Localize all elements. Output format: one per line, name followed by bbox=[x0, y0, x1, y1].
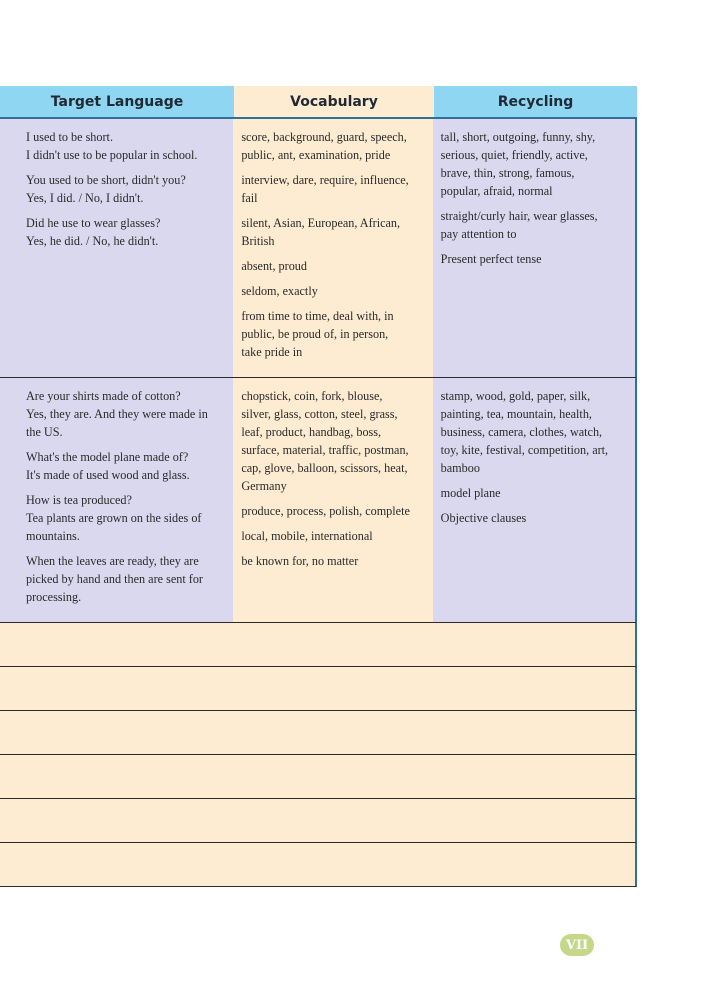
cell-entry bbox=[441, 387, 627, 477]
entry-line: serious, quiet, friendly, active, bbox=[440, 148, 588, 162]
entry-line: tall, short, outgoing, funny, shy, bbox=[440, 130, 596, 144]
syllabus-table bbox=[0, 86, 637, 887]
entry-line: straight/curly hair, wear glasses, bbox=[440, 209, 598, 223]
entry-line: public, ant, examination, pride bbox=[241, 148, 391, 162]
vocabulary-cell bbox=[233, 378, 432, 622]
entry-line: public, be proud of, in person, bbox=[241, 327, 389, 341]
blank-rows bbox=[0, 623, 637, 887]
recycling-cell bbox=[433, 119, 635, 377]
cell-entry bbox=[26, 491, 219, 545]
entry-line: You used to be short, didn't you? bbox=[26, 173, 186, 187]
cell-entry bbox=[26, 128, 219, 164]
entry-line: the US. bbox=[26, 425, 63, 439]
entry-line: seldom, exactly bbox=[241, 284, 318, 298]
entry-line: chopstick, coin, fork, blouse, bbox=[241, 389, 383, 403]
cell-entry bbox=[241, 282, 422, 300]
entry-line: I used to be short. bbox=[26, 130, 113, 144]
entry-line: Tea plants are grown on the sides of bbox=[26, 511, 202, 525]
cell-entry bbox=[441, 484, 627, 502]
entry-line: Objective clauses bbox=[440, 511, 527, 525]
cell-entry bbox=[241, 257, 422, 275]
entry-line: surface, material, traffic, postman, bbox=[241, 443, 409, 457]
entry-line: stamp, wood, gold, paper, silk, bbox=[440, 389, 591, 403]
cell-entry bbox=[441, 250, 627, 268]
entry-line: brave, thin, strong, famous, bbox=[440, 166, 575, 180]
blank-row bbox=[0, 667, 637, 711]
cell-entry bbox=[241, 502, 422, 520]
entry-line: processing. bbox=[26, 590, 82, 604]
entry-line: When the leaves are ready, they are bbox=[26, 554, 199, 568]
entry-line: local, mobile, international bbox=[241, 529, 373, 543]
target-language-cell bbox=[0, 378, 233, 622]
cell-entry bbox=[241, 307, 422, 361]
entry-line: painting, tea, mountain, health, bbox=[440, 407, 592, 421]
entry-line: fail bbox=[241, 191, 258, 205]
entry-line: Are your shirts made of cotton? bbox=[26, 389, 181, 403]
recycling-cell bbox=[433, 378, 635, 622]
entry-line: leaf, product, handbag, boss, bbox=[241, 425, 382, 439]
cell-entry bbox=[26, 171, 219, 207]
table-body bbox=[0, 119, 637, 623]
entry-line: Did he use to wear glasses? bbox=[26, 216, 161, 230]
entry-line: bamboo bbox=[440, 461, 480, 475]
vocabulary-cell bbox=[233, 119, 432, 377]
entry-line: silent, Asian, European, African, bbox=[241, 216, 401, 230]
header-target-language: Target Language bbox=[0, 86, 234, 117]
entry-line: How is tea produced? bbox=[26, 493, 132, 507]
entry-line: be known for, no matter bbox=[241, 554, 359, 568]
cell-entry bbox=[26, 552, 219, 606]
blank-row bbox=[0, 843, 637, 887]
cell-entry bbox=[26, 387, 219, 441]
entry-line: popular, afraid, normal bbox=[440, 184, 553, 198]
entry-line: Yes, they are. And they were made in bbox=[26, 407, 208, 421]
cell-entry bbox=[241, 214, 422, 250]
entry-line: pay attention to bbox=[440, 227, 517, 241]
page-number-badge: VII bbox=[560, 934, 594, 956]
entry-line: Present perfect tense bbox=[440, 252, 542, 266]
blank-row bbox=[0, 755, 637, 799]
entry-line: score, background, guard, speech, bbox=[241, 130, 407, 144]
table-row bbox=[0, 119, 637, 378]
header-recycling: Recycling bbox=[434, 86, 637, 117]
cell-entry bbox=[441, 207, 627, 243]
table-row bbox=[0, 378, 637, 623]
header-vocabulary: Vocabulary bbox=[234, 86, 434, 117]
table-header bbox=[0, 86, 637, 119]
cell-entry bbox=[441, 509, 627, 527]
cell-entry bbox=[241, 527, 422, 545]
entry-line: silver, glass, cotton, steel, grass, bbox=[241, 407, 398, 421]
entry-line: mountains. bbox=[26, 529, 80, 543]
entry-line: interview, dare, require, influence, bbox=[241, 173, 409, 187]
entry-line: picked by hand and then are sent for bbox=[26, 572, 203, 586]
entry-line: I didn't use to be popular in school. bbox=[26, 148, 198, 162]
entry-line: Germany bbox=[241, 479, 287, 493]
cell-entry bbox=[241, 171, 422, 207]
entry-line: toy, kite, festival, competition, art, bbox=[440, 443, 609, 457]
entry-line: British bbox=[241, 234, 275, 248]
entry-line: It's made of used wood and glass. bbox=[26, 468, 190, 482]
entry-line: cap, glove, balloon, scissors, heat, bbox=[241, 461, 408, 475]
entry-line: absent, proud bbox=[241, 259, 307, 273]
entry-line: What's the model plane made of? bbox=[26, 450, 189, 464]
cell-entry bbox=[241, 552, 422, 570]
entry-line: business, camera, clothes, watch, bbox=[440, 425, 603, 439]
cell-entry bbox=[26, 448, 219, 484]
cell-entry bbox=[26, 214, 219, 250]
entry-line: produce, process, polish, complete bbox=[241, 504, 410, 518]
entry-line: from time to time, deal with, in bbox=[241, 309, 394, 323]
blank-row bbox=[0, 799, 637, 843]
blank-row bbox=[0, 711, 637, 755]
blank-row bbox=[0, 623, 637, 667]
entry-line: model plane bbox=[440, 486, 501, 500]
entry-line: Yes, I did. / No, I didn't. bbox=[26, 191, 144, 205]
entry-line: Yes, he did. / No, he didn't. bbox=[26, 234, 159, 248]
cell-entry bbox=[241, 128, 422, 164]
entry-line: take pride in bbox=[241, 345, 303, 359]
cell-entry bbox=[241, 387, 422, 495]
target-language-cell bbox=[0, 119, 233, 377]
cell-entry bbox=[441, 128, 627, 200]
